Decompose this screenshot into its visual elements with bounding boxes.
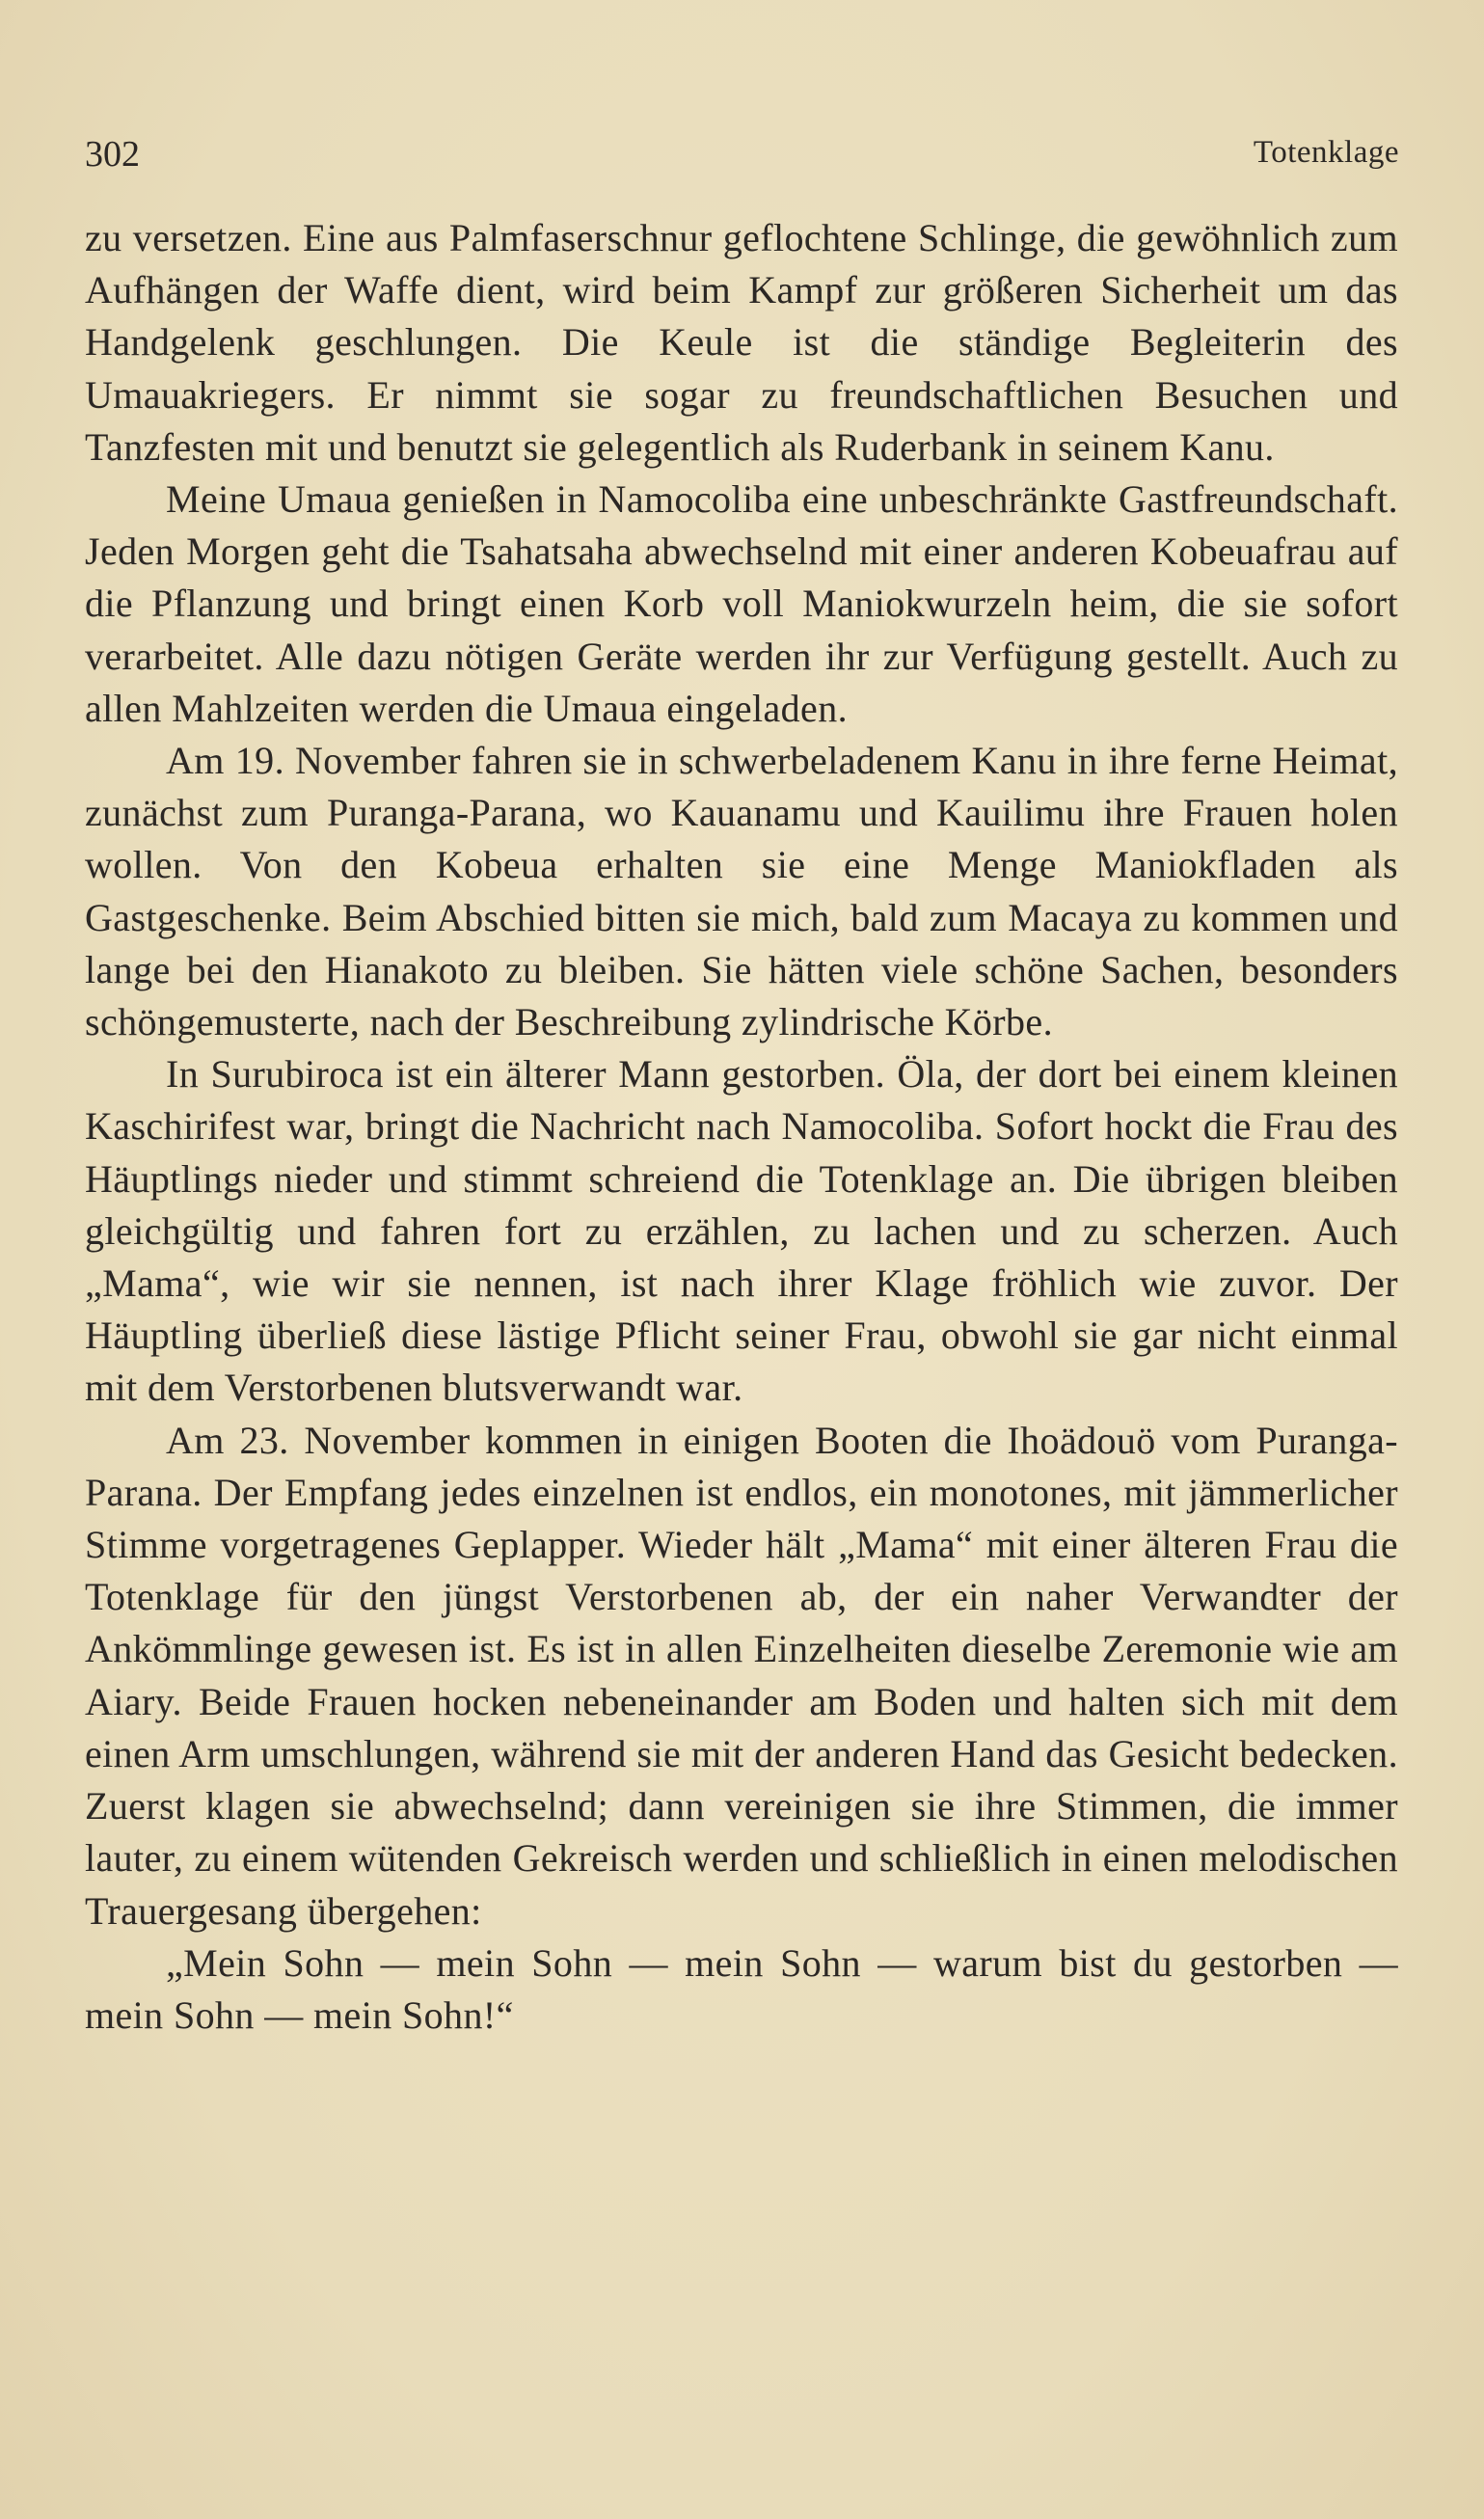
paragraph-surubiroca: In Surubiroca ist ein älterer Mann gestorben. Öla, der dort bei einem kleinen Kaschirifest war, bringt die Nachricht nach Namocoliba. Sofort hockt die Frau des Häuptlings nieder und stimmt schreiend die Totenklage an. Die übrigen bleiben gleichgültig und fahren fort zu erzählen, zu lachen und zu scherzen. Auch „Mama“, wie wir sie nennen, ist nach ihrer Klage fröhlich wie zuvor. Der Häuptling überließ diese lästige Pflicht seiner Frau, obwohl sie gar nicht einmal mit dem Verstorbenen blutsverwandt war. — [85, 1052, 1398, 1410]
running-title: Totenklage — [1253, 135, 1399, 170]
paragraph-continuation: zu versetzen. Eine aus Palmfaserschnur geflochtene Schlinge, die gewöhnlich zum Aufhängen der Waffe dient, wird beim Kampf zur größeren Sicherheit um das Handgelenk geschlungen. Die Keule ist die ständige Begleiterin des Umauakriegers. Er nimmt sie sogar zu freundschaftlichen Besuchen und Tanzfesten mit und benutzt sie gelegentlich als Ruderbank in seinem Kanu. — [85, 216, 1398, 469]
paragraph-23-november: Am 23. November kommen in einigen Booten die Ihoädouö vom Puranga-Parana. Der Empfang jedes einzelnen ist endlos, ein monotones, mit jämmerlicher Stimme vorgetragenes Geplapper. Wieder hält „Mama“ mit einer älteren Frau die Totenklage für den jüngst Verstorbenen ab, der ein naher Verwandter der Ankömmlinge gewesen ist. Es ist in allen Einzelheiten dieselbe Zeremonie wie am Aiary. Beide Frauen hocken nebeneinander am Boden und halten sich mit dem einen Arm umschlungen, während sie mit der anderen Hand das Gesicht bedecken. Zuerst klagen sie abwechselnd; dann vereinigen sie ihre Stimmen, die immer lauter, zu einem wütenden Gekreisch werden und schließlich in einen melodischen Trauergesang übergehen: — [85, 1418, 1398, 1933]
body-text — [85, 212, 1398, 2042]
paragraph-gastfreundschaft: Meine Umaua genießen in Namocoliba eine unbeschränkte Gastfreundschaft. Jeden Morgen geht die Tsahatsaha abwechselnd mit einer anderen Kobeuafrau auf die Pflanzung und bringt einen Korb voll Maniokwurzeln heim, die sie sofort verarbeitet. Alle dazu nötigen Geräte werden ihr zur Verfügung gestellt. Auch zu allen Mahlzeiten werden die Umaua eingeladen. — [85, 477, 1398, 730]
page-number: 302 — [85, 134, 140, 175]
page-header — [85, 133, 1399, 181]
paragraph-19-november: Am 19. November fahren sie in schwerbeladenem Kanu in ihre ferne Heimat, zunächst zum Puranga-Parana, wo Kauanamu und Kauilimu ihre Frauen holen wollen. Von den Kobeua erhalten sie eine Menge Maniokfladen als Gastgeschenke. Beim Abschied bitten sie mich, bald zum Macaya zu kommen und lange bei den Hianakoto zu bleiben. Sie hätten viele schöne Sachen, besonders schöngemusterte, nach der Beschreibung zylindrische Körbe. — [85, 739, 1398, 1044]
paragraph-lament-quote: „Mein Sohn — mein Sohn — mein Sohn — warum bist du gestorben — mein Sohn — mein Sohn!“ — [85, 1940, 1398, 2037]
